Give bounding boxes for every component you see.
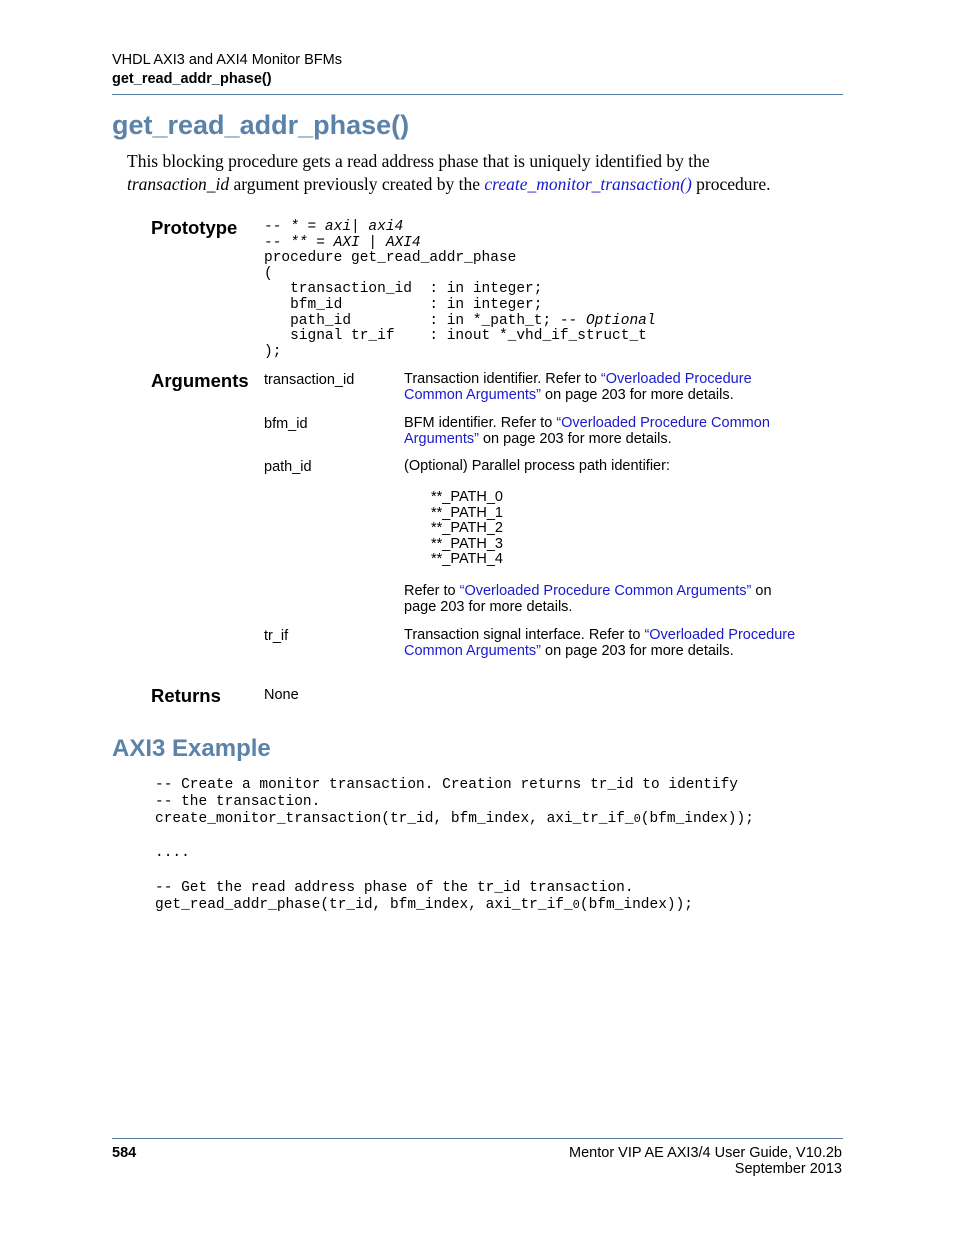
example-code-1 [155,777,754,829]
prototype-param-2: bfm_id : in integer; [264,296,543,313]
overloaded-args-link[interactable]: “Overloaded Procedure Common Arguments” [404,415,770,447]
example-code-2 [155,880,693,914]
arg-desc-bfm-id [404,416,804,447]
example-heading: AXI3 Example [112,735,271,762]
overloaded-args-link[interactable]: “Overloaded Procedure Common Arguments” [459,583,752,599]
returns-label: Returns [151,685,221,706]
path-value: **_PATH_3 [431,535,503,552]
code-line: get_read_addr_phase(tr_id, bfm_index, axi_tr_if_ [155,897,573,914]
arg-name-bfm-id: bfm_id [264,416,308,432]
arg-desc-text: Transaction signal interface. Refer to [404,627,645,643]
intro-text-1: This blocking procedure gets a read address phase that is uniquely identified by the [127,151,710,171]
arguments-label: Arguments [151,370,249,391]
arg-desc-text: Transaction identifier. Refer to [404,371,601,387]
path-value: **_PATH_1 [431,504,503,521]
arg-desc-text: on page 203 for more details. [541,386,734,403]
returns-value: None [264,687,299,703]
arg-name-transaction-id: transaction_id [264,372,355,388]
example-ellipsis: .... [155,845,190,861]
path-value: **_PATH_4 [431,551,503,568]
arg-desc-tr-if [404,628,804,659]
code-comment: -- Get the read address phase of the tr_id transaction. [155,880,634,896]
footer-doc-info [569,1145,842,1177]
intro-arg: transaction_id [127,174,230,194]
path-value: **_PATH_0 [431,489,503,505]
prototype-param-3: path_id : in *_path_t; -- [264,312,586,329]
prototype-open: ( [264,265,273,282]
page-number: 584 [112,1145,137,1161]
code-line: 0 [572,898,580,913]
arg-desc-text: on page 203 for more details. [404,583,772,615]
arg-name-tr-if: tr_if [264,628,289,644]
arg-desc-text: Refer to [404,583,460,599]
prototype-comment-1: -- * = axi| axi4 [264,219,404,235]
overloaded-args-link[interactable]: “Overloaded Procedure Common Arguments” [404,371,752,403]
arg-desc-text: on page 203 for more details. [478,430,672,447]
footer-doc-title: Mentor VIP AE AXI3/4 User Guide, V10.2b [569,1145,842,1161]
arg-name-path-id: path_id [264,459,312,475]
code-comment: -- Create a monitor transaction. Creation returns tr_id to identify [155,777,738,793]
header-rule [112,94,843,95]
arg-desc-path-id: (Optional) Parallel process path identifier: [404,458,670,474]
footer-date: September 2013 [734,1161,842,1177]
running-header-chapter: VHDL AXI3 and AXI4 Monitor BFMs [112,52,342,68]
running-header-section: get_read_addr_phase() [112,71,272,87]
footer-rule [112,1138,843,1139]
intro-paragraph [127,150,827,196]
intro-text-3: procedure. [691,174,771,194]
prototype-close: ); [264,343,282,360]
path-values-list [431,490,503,568]
path-value: **_PATH_2 [431,520,503,537]
overloaded-args-link[interactable]: “Overloaded Procedure Common Arguments” [404,627,796,659]
code-comment: -- the transaction. [155,794,321,811]
prototype-param-1: transaction_id : in integer; [264,281,543,298]
code-line: create_monitor_transaction(tr_id, bfm_index, axi_tr_if_ [155,811,634,828]
page-title: get_read_addr_phase() [112,110,410,140]
prototype-param-4: signal tr_if : inout *_vhd_if_struct_t [264,328,647,345]
code-line: 0 [633,812,641,827]
arg-desc-text: on page 203 for more details. [541,642,734,659]
prototype-code [264,220,656,360]
prototype-comment-2: -- ** = AXI | AXI4 [264,234,421,251]
arg-desc-path-id-refer [404,584,804,615]
code-line: (bfm_index)); [640,811,754,828]
arg-desc-text: BFM identifier. Refer to [404,415,557,431]
prototype-optional: Optional [585,312,656,329]
prototype-label: Prototype [151,217,238,238]
prototype-line-1: procedure get_read_addr_phase [264,250,517,267]
code-line: (bfm_index)); [579,897,693,914]
intro-text-2: argument previously created by the [229,174,485,194]
arg-desc-transaction-id [404,372,804,403]
create-monitor-transaction-link[interactable]: create_monitor_transaction() [484,174,692,194]
